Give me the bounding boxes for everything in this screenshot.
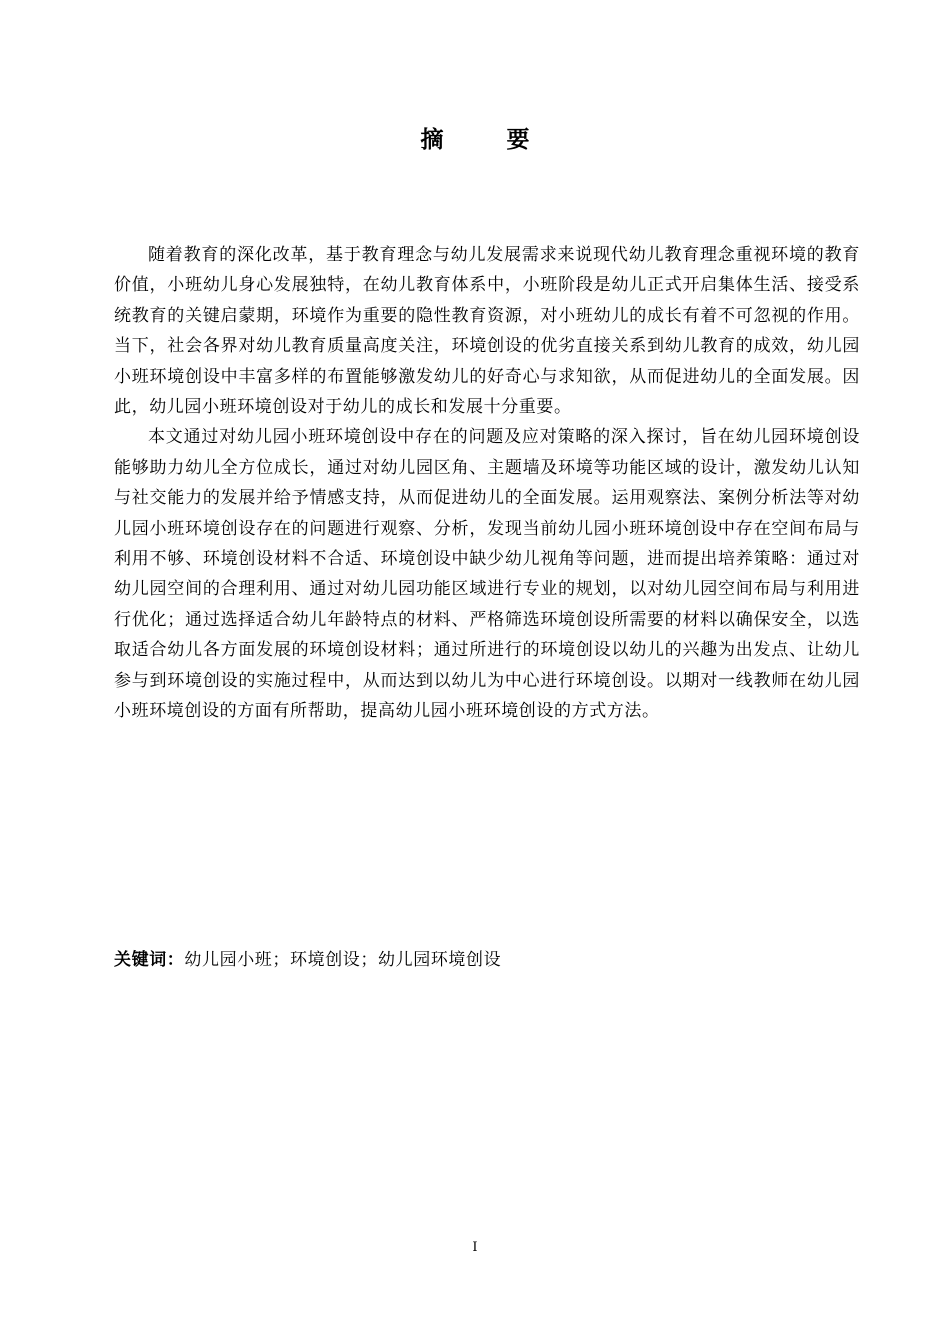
abstract-title: 摘 要 (420, 126, 550, 153)
keywords-value: 幼儿园小班；环境创设；幼儿园环境创设 (184, 950, 502, 970)
abstract-body (114, 240, 860, 727)
abstract-paragraph-2: 本文通过对幼儿园小班环境创设中存在的问题及应对策略的深入探讨，旨在幼儿园环境创设能够助力幼儿全方位成长，通过对幼儿园区角、主题墙及环境等功能区域的设计，激发幼儿认知与社交能力的发展并给予情感支持，从而促进幼儿的全面发展。运用观察法、案例分析法等对幼儿园小班环境创设存在的问题进行观察、分析，发现当前幼儿园小班环境创设中存在空间布局与利用不够、环境创设材料不合适、环境创设中缺少幼儿视角等问题，进而提出培养策略：通过对幼儿园空间的合理利用、通过对幼儿园功能区域进行专业的规划，以对幼儿园空间布局与利用进行优化；通过选择适合幼儿年龄特点的材料、严格筛选环境创设所需要的材料以确保安全，以选取适合幼儿各方面发展的环境创设材料；通过所进行的环境创设以幼儿的兴趣为出发点、让幼儿参与到环境创设的实施过程中，从而达到以幼儿为中心进行环境创设。以期对一线教师在幼儿园小班环境创设的方面有所帮助，提高幼儿园小班环境创设的方式方法。 (114, 427, 860, 722)
keywords-label: 关键词： (114, 950, 185, 970)
page-number: I (472, 1240, 478, 1255)
abstract-paragraph-1: 随着教育的深化改革，基于教育理念与幼儿发展需求来说现代幼儿教育理念重视环境的教育价值，小班幼儿身心发展独特，在幼儿教育体系中，小班阶段是幼儿正式开启集体生活、接受系统教育的关键启蒙期，环境作为重要的隐性教育资源，对小班幼儿的成长有着不可忽视的作用。当下，社会各界对幼儿教育质量高度关注，环境创设的优劣直接关系到幼儿教育的成效，幼儿园小班环境创设中丰富多样的布置能够激发幼儿的好奇心与求知欲，从而促进幼儿的全面发展。因此，幼儿园小班环境创设对于幼儿的成长和发展十分重要。 (114, 245, 860, 418)
keywords-line (114, 945, 860, 975)
